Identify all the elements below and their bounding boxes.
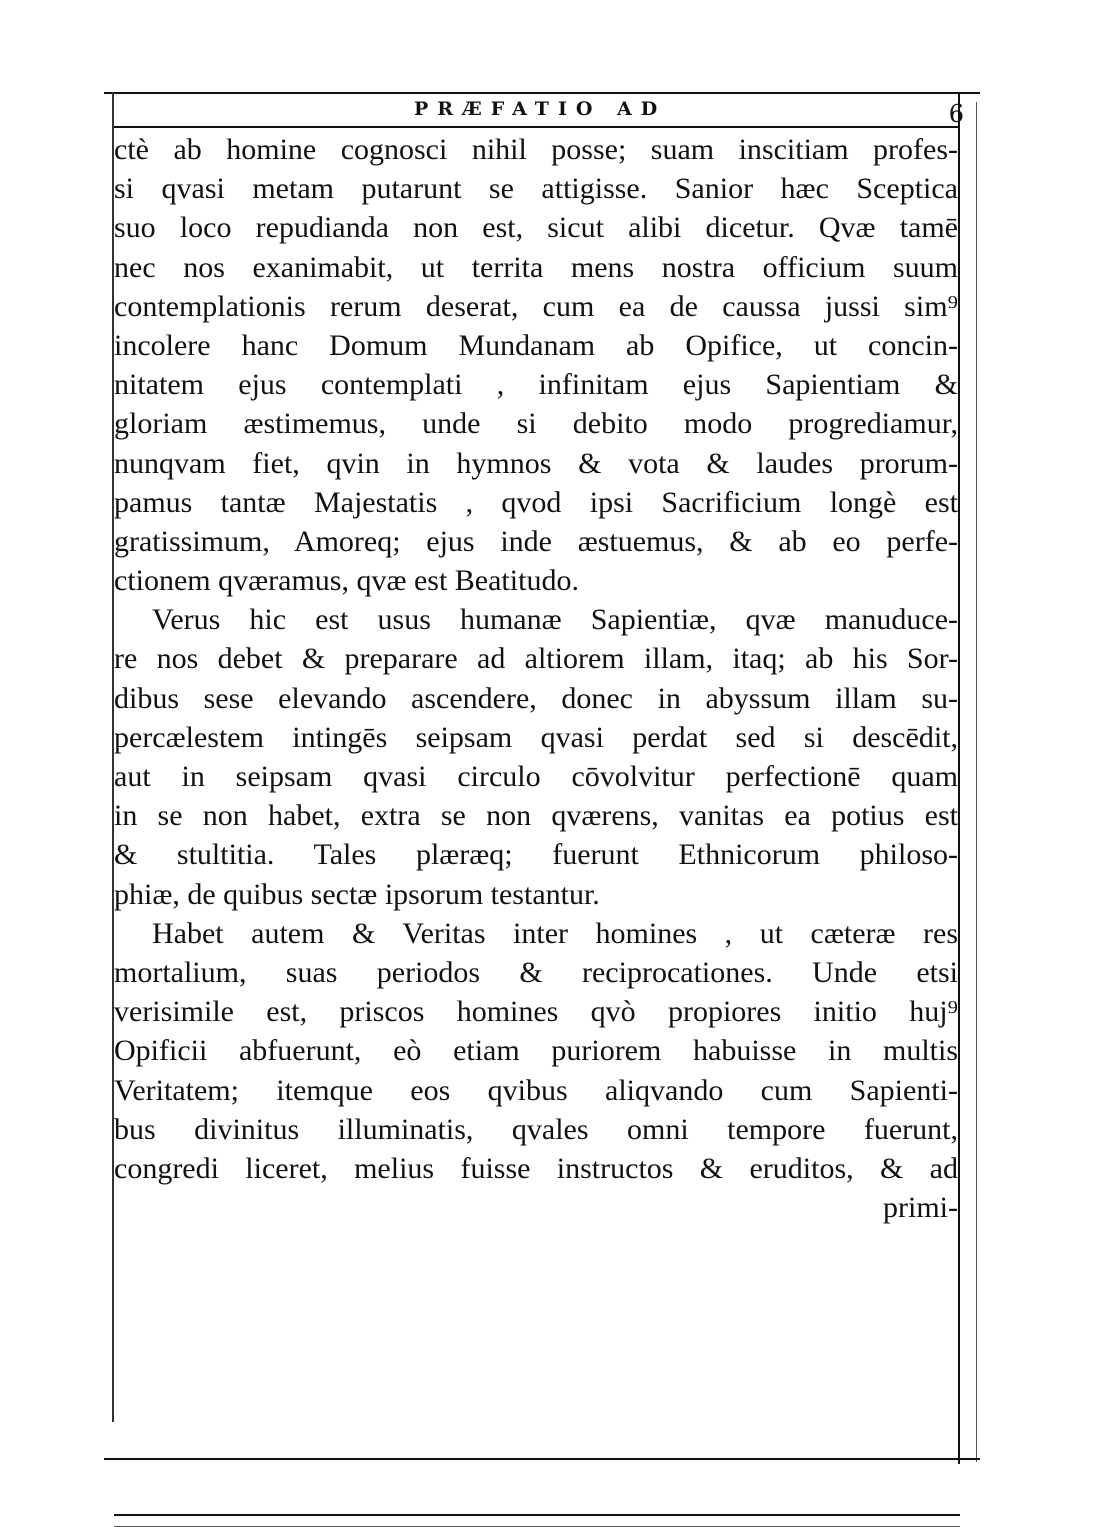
text-line: percælestem intingēs seipsam qvasi perdat sed si descēdit, <box>114 720 958 754</box>
running-head <box>104 94 980 128</box>
paragraph <box>114 600 958 914</box>
page-number: 6 <box>948 100 964 128</box>
text-line: ctè ab homine cognosci nihil posse; suam inscitiam profes- <box>114 133 958 166</box>
text-line: aut in seipsam qvasi circulo cōvolvitur perfectionē quam <box>114 760 958 793</box>
text-line: & stultitia. Tales plæræq; fuerunt Ethnicorum philoso- <box>114 838 958 872</box>
footer-rule <box>114 1514 960 1516</box>
text-line: bus divinitus illuminatis, qvales omni tempore fuerunt, <box>114 1112 958 1146</box>
text-line: gratissimum, Amoreq; ejus inde æstuemus, & ab eo perfe- <box>114 524 958 558</box>
text-line: Veritatem; itemque eos qvibus aliqvando cum Sapienti- <box>114 1073 958 1107</box>
text-line: suo loco repudianda non est, sicut alibi dicetur. Qvæ tamē <box>114 211 958 245</box>
text-line: ctionem qværamus, qvæ est Beatitudo. <box>114 564 579 598</box>
text-line: dibus sese elevando ascendere, donec in abyssum illam su- <box>114 681 958 715</box>
running-title: PRÆFATIO AD <box>414 98 667 120</box>
paragraph <box>114 130 958 600</box>
text-line: incolere hanc Domum Mundanam ab Opifice, ut concin- <box>114 328 958 362</box>
text-line: pamus tantæ Majestatis , qvod ipsi Sacrificium longè est <box>114 485 958 519</box>
catchword: primi- <box>883 1191 958 1225</box>
text-line: Verus hic est usus humanæ Sapientiæ, qvæ manuduce- <box>152 603 958 637</box>
text-line: gloriam æstimemus, unde si debito modo progrediamur, <box>114 407 958 441</box>
right-margin-rule <box>958 92 960 1464</box>
text-line: re nos debet & preparare ad altiorem illam, itaq; ab his Sor- <box>114 642 958 676</box>
paragraph <box>114 914 958 1188</box>
text-line: mortalium, suas periodos & reciprocationes. Unde etsi <box>114 955 958 989</box>
text-line: contemplationis rerum deserat, cum ea de caussa jussi sim⁹ <box>114 289 958 323</box>
text-line: si qvasi metam putarunt se attigisse. Sanior hæc Sceptica <box>114 172 958 206</box>
bottom-rule <box>104 1458 980 1460</box>
text-line: phiæ, de quibus sectæ ipsorum testantur. <box>114 877 600 911</box>
text-line: Habet autem & Veritas inter homines , ut cæteræ res <box>152 916 958 950</box>
text-line: nunqvam fiet, qvin in hymnos & vota & laudes prorum- <box>114 446 958 480</box>
text-line: in se non habet, extra se non qværens, vanitas ea potius est <box>114 799 958 833</box>
text-line: verisimile est, priscos homines qvò propiores initio huj⁹ <box>114 995 958 1029</box>
text-line: Opificii abfuerunt, eò etiam puriorem habuisse in multis <box>114 1034 958 1068</box>
text-line: nitatem ejus contemplati , infinitam ejus Sapientiam & <box>114 368 958 402</box>
text-line: congredi liceret, melius fuisse instructos & eruditos, & ad <box>114 1151 958 1185</box>
right-outer-rule <box>976 102 977 1462</box>
body-text <box>114 130 958 1227</box>
text-line: nec nos exanimabit, ut territa mens nostra officium suum <box>114 250 958 284</box>
